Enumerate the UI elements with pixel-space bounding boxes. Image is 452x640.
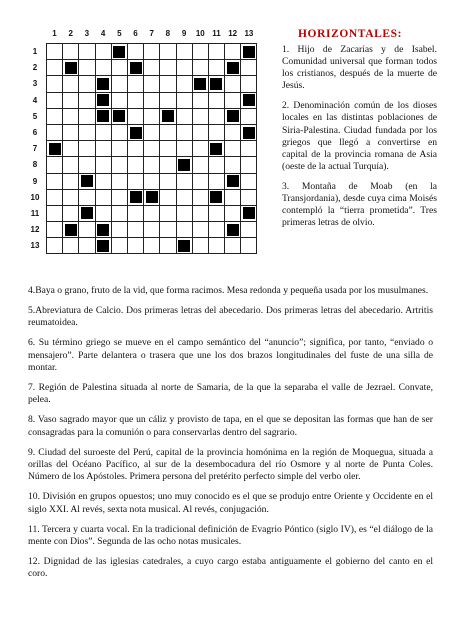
letter-cell[interactable] (160, 222, 176, 238)
letter-cell[interactable] (176, 141, 192, 157)
letter-cell[interactable] (144, 205, 160, 221)
column-number: 2 (68, 29, 73, 38)
letter-cell[interactable] (192, 238, 208, 254)
letter-cell[interactable] (127, 157, 143, 173)
row-number: 8 (32, 160, 38, 170)
clue-4: 4.Baya o grano, fruto de la vid, que forma racimos. Mesa redonda y pequeña usada por los musulmanes. (28, 285, 429, 296)
letter-cell[interactable] (192, 205, 208, 221)
black-cell (241, 205, 257, 221)
black-cell (225, 60, 241, 76)
column-number: 1 (52, 29, 57, 38)
black-cell (241, 124, 257, 140)
row-number: 7 (32, 144, 38, 154)
crossword-grid (46, 43, 257, 254)
column-number: 12 (228, 29, 238, 38)
grid-row (47, 108, 257, 124)
letter-cell[interactable] (144, 238, 160, 254)
letter-cell[interactable] (208, 124, 224, 140)
clue-11: 11. Tercera y cuarta vocal. En la tradicional definición de Evagrio Póntico (siglo IV), es “el diálogo de la mente con Dios”. Segunda de las ocho notas musicales. (28, 523, 433, 547)
black-cell (208, 76, 224, 92)
letter-cell[interactable] (144, 60, 160, 76)
black-cell (79, 173, 95, 189)
letter-cell[interactable] (47, 76, 63, 92)
letter-cell[interactable] (111, 189, 127, 205)
row-number: 5 (32, 111, 38, 121)
letter-cell[interactable] (63, 205, 79, 221)
letter-cell[interactable] (176, 124, 192, 140)
letter-cell[interactable] (63, 238, 79, 254)
letter-cell[interactable] (160, 189, 176, 205)
row-number: 10 (30, 192, 40, 202)
letter-cell[interactable] (79, 108, 95, 124)
black-cell (95, 238, 111, 254)
letter-cell[interactable] (192, 108, 208, 124)
letter-cell[interactable] (95, 44, 111, 60)
letter-cell[interactable] (160, 124, 176, 140)
black-cell (95, 92, 111, 108)
letter-cell[interactable] (225, 76, 241, 92)
letter-cell[interactable] (208, 60, 224, 76)
letter-cell[interactable] (79, 157, 95, 173)
letter-cell[interactable] (63, 44, 79, 60)
black-cell (225, 108, 241, 124)
black-cell (241, 44, 257, 60)
black-cell (144, 189, 160, 205)
letter-cell[interactable] (144, 92, 160, 108)
title-suffix: : (397, 28, 403, 40)
letter-cell[interactable] (95, 60, 111, 76)
letter-cell[interactable] (47, 108, 63, 124)
grid-row (47, 141, 257, 157)
letter-cell[interactable] (241, 141, 257, 157)
letter-cell[interactable] (241, 238, 257, 254)
letter-cell[interactable] (208, 173, 224, 189)
letter-cell[interactable] (192, 157, 208, 173)
letter-cell[interactable] (144, 222, 160, 238)
letter-cell[interactable] (225, 44, 241, 60)
grid-row (47, 189, 257, 205)
letter-cell[interactable] (63, 189, 79, 205)
letter-cell[interactable] (225, 238, 241, 254)
letter-cell[interactable] (63, 124, 79, 140)
letter-cell[interactable] (63, 173, 79, 189)
letter-cell[interactable] (47, 92, 63, 108)
letter-cell[interactable] (241, 60, 257, 76)
letter-cell[interactable] (144, 76, 160, 92)
letter-cell[interactable] (111, 222, 127, 238)
letter-cell[interactable] (111, 124, 127, 140)
letter-cell[interactable] (79, 189, 95, 205)
letter-cell[interactable] (79, 76, 95, 92)
letter-cell[interactable] (79, 141, 95, 157)
letter-cell[interactable] (95, 157, 111, 173)
title-text: HORIZONTALES (298, 28, 398, 40)
letter-cell[interactable] (79, 124, 95, 140)
grid-row (47, 222, 257, 238)
grid-row (47, 92, 257, 108)
column-number: 3 (84, 29, 90, 38)
row-number: 6 (32, 128, 38, 137)
letter-cell[interactable] (111, 238, 127, 254)
letter-cell[interactable] (241, 157, 257, 173)
black-cell (127, 124, 143, 140)
row-number: 4 (32, 95, 38, 105)
letter-cell[interactable] (79, 222, 95, 238)
letter-cell[interactable] (225, 189, 241, 205)
letter-cell[interactable] (208, 205, 224, 221)
letter-cell[interactable] (63, 92, 79, 108)
letter-cell[interactable] (225, 92, 241, 108)
letter-cell[interactable] (47, 205, 63, 221)
letter-cell[interactable] (192, 189, 208, 205)
letter-cell[interactable] (208, 108, 224, 124)
horizontales-title (298, 28, 402, 40)
letter-cell[interactable] (111, 157, 127, 173)
clue-2: 2. Denominación común de los dioses locales en las distintas poblaciones de Siria-Palestina. Ciudad fundada por los griegos que llegó a convertirse en capital de la provincia romana de Asia (oeste de la actual Turquía). (282, 100, 437, 172)
letter-cell[interactable] (63, 141, 79, 157)
letter-cell[interactable] (208, 44, 224, 60)
letter-cell[interactable] (111, 76, 127, 92)
row-number: 2 (32, 63, 38, 73)
letter-cell[interactable] (225, 124, 241, 140)
column-number: 4 (100, 29, 106, 38)
row-number: 9 (32, 176, 38, 186)
clue-1: 1. Hijo de Zacarías y de Isabel. Comunidad universal que forman todos los cristianos, después de la muerte de Jesús. (282, 44, 437, 92)
column-number: 10 (195, 29, 205, 38)
letter-cell[interactable] (208, 222, 224, 238)
letter-cell[interactable] (208, 92, 224, 108)
row-number: 11 (30, 209, 40, 218)
letter-cell[interactable] (192, 60, 208, 76)
black-cell (63, 60, 79, 76)
black-cell (95, 222, 111, 238)
column-number: 6 (133, 29, 138, 38)
column-number: 7 (149, 29, 154, 38)
letter-cell[interactable] (144, 141, 160, 157)
letter-cell[interactable] (47, 222, 63, 238)
clue-7: 7. Región de Palestina situada al norte de Samaria, de la que la separaba el valle de Jezrael. Convate, pelea. (28, 381, 433, 406)
letter-cell[interactable] (176, 76, 192, 92)
column-number: 5 (117, 29, 122, 38)
letter-cell[interactable] (176, 189, 192, 205)
letter-cell[interactable] (63, 157, 79, 173)
letter-cell[interactable] (144, 173, 160, 189)
letter-cell[interactable] (241, 108, 257, 124)
letter-cell[interactable] (160, 44, 176, 60)
letter-cell[interactable] (176, 108, 192, 124)
letter-cell[interactable] (176, 205, 192, 221)
letter-cell[interactable] (208, 157, 224, 173)
letter-cell[interactable] (144, 124, 160, 140)
letter-cell[interactable] (127, 76, 143, 92)
black-cell (176, 157, 192, 173)
black-cell (208, 189, 224, 205)
letter-cell[interactable] (192, 141, 208, 157)
black-cell (79, 205, 95, 221)
grid-row (47, 76, 257, 92)
letter-cell[interactable] (160, 238, 176, 254)
clue-8: 8. Vaso sagrado mayor que un cáliz y provisto de tapa, en el que se depositan las formas que han de ser consagradas para la comunión o para conservarlas dentro del sagrario. (28, 414, 433, 438)
black-cell (95, 108, 111, 124)
letter-cell[interactable] (47, 44, 63, 60)
row-number: 12 (30, 225, 40, 235)
letter-cell[interactable] (176, 222, 192, 238)
grid-row (47, 173, 257, 189)
clue-3: 3. Montaña de Moab (en la Transjordania), desde cuya cima Moisés contempló la “tierra prometida”. Tres primeras letras de olvio. (282, 180, 437, 229)
letter-cell[interactable] (95, 205, 111, 221)
letter-cell[interactable] (47, 189, 63, 205)
letter-cell[interactable] (111, 141, 127, 157)
letter-cell[interactable] (127, 108, 143, 124)
clue-9: 9. Ciudad del suroeste del Perú, capital de la provincia homónima en la región de Moquegua, situada a orillas del Océano Pacífico, al sur de la desembocadura del río Osmore y al norte de Punta Coles. Número de los Apóstoles. Primera persona del pretérito perfecto simple del verbo oler. (28, 446, 433, 483)
letter-cell[interactable] (95, 141, 111, 157)
black-cell (176, 238, 192, 254)
letter-cell[interactable] (208, 238, 224, 254)
letter-cell[interactable] (47, 173, 63, 189)
letter-cell[interactable] (160, 60, 176, 76)
bottom-clue-list (28, 285, 433, 588)
letter-cell[interactable] (160, 157, 176, 173)
letter-cell[interactable] (160, 76, 176, 92)
letter-cell[interactable] (160, 173, 176, 189)
letter-cell[interactable] (79, 238, 95, 254)
letter-cell[interactable] (241, 76, 257, 92)
letter-cell[interactable] (241, 173, 257, 189)
side-clue-list (282, 44, 437, 237)
letter-cell[interactable] (127, 205, 143, 221)
letter-cell[interactable] (47, 157, 63, 173)
letter-cell[interactable] (160, 141, 176, 157)
row-number: 13 (30, 241, 40, 251)
letter-cell[interactable] (225, 141, 241, 157)
black-cell (241, 92, 257, 108)
column-number: 11 (212, 29, 221, 38)
black-cell (63, 222, 79, 238)
column-number: 13 (244, 29, 254, 38)
letter-cell[interactable] (111, 173, 127, 189)
column-number: 8 (165, 29, 171, 38)
letter-cell[interactable] (127, 92, 143, 108)
letter-cell[interactable] (192, 44, 208, 60)
letter-cell[interactable] (111, 205, 127, 221)
letter-cell[interactable] (176, 92, 192, 108)
letter-cell[interactable] (241, 189, 257, 205)
grid-row (47, 44, 257, 60)
letter-cell[interactable] (225, 157, 241, 173)
letter-cell[interactable] (176, 60, 192, 76)
crossword-grid-area (28, 30, 278, 286)
letter-cell[interactable] (144, 157, 160, 173)
letter-cell[interactable] (79, 92, 95, 108)
letter-cell[interactable] (144, 108, 160, 124)
row-number: 1 (32, 47, 38, 56)
letter-cell[interactable] (127, 44, 143, 60)
black-cell (127, 60, 143, 76)
black-cell (111, 44, 127, 60)
letter-cell[interactable] (47, 60, 63, 76)
letter-cell[interactable] (241, 222, 257, 238)
letter-cell[interactable] (95, 189, 111, 205)
grid-row (47, 238, 257, 254)
clue-5: 5.Abreviatura de Calcio. Dos primeras letras del abecedario. Dos primeras letras del abecedario. Artritis reumatoidea. (28, 304, 433, 329)
black-cell (111, 108, 127, 124)
black-cell (225, 173, 241, 189)
grid-row (47, 124, 257, 140)
letter-cell[interactable] (63, 108, 79, 124)
black-cell (225, 222, 241, 238)
letter-cell[interactable] (127, 141, 143, 157)
letter-cell[interactable] (47, 124, 63, 140)
letter-cell[interactable] (127, 173, 143, 189)
black-cell (192, 76, 208, 92)
black-cell (47, 141, 63, 157)
letter-cell[interactable] (63, 76, 79, 92)
letter-cell[interactable] (192, 222, 208, 238)
letter-cell[interactable] (95, 173, 111, 189)
letter-cell[interactable] (47, 238, 63, 254)
letter-cell[interactable] (111, 60, 127, 76)
grid-row (47, 157, 257, 173)
clue-10: 10. División en grupos opuestos; uno muy conocido es el que se produjo entre Oriente y Occidente en el siglo XXI. Al revés, sexta nota musical. Al revés, conjugación. (28, 491, 433, 515)
letter-cell[interactable] (79, 60, 95, 76)
letter-cell[interactable] (192, 173, 208, 189)
letter-cell[interactable] (192, 124, 208, 140)
grid-row (47, 205, 257, 221)
black-cell (127, 189, 143, 205)
letter-cell[interactable] (127, 238, 143, 254)
letter-cell[interactable] (192, 92, 208, 108)
letter-cell[interactable] (176, 173, 192, 189)
letter-cell[interactable] (225, 205, 241, 221)
letter-cell[interactable] (79, 44, 95, 60)
black-cell (95, 76, 111, 92)
letter-cell[interactable] (160, 92, 176, 108)
column-number: 9 (181, 29, 187, 38)
row-number: 3 (32, 79, 38, 89)
letter-cell[interactable] (95, 124, 111, 140)
letter-cell[interactable] (127, 222, 143, 238)
black-cell (160, 108, 176, 124)
letter-cell[interactable] (176, 44, 192, 60)
grid-row (47, 60, 257, 76)
letter-cell[interactable] (111, 92, 127, 108)
letter-cell[interactable] (144, 44, 160, 60)
clue-12: 12. Dignidad de las iglesias catedrales, a cuyo cargo estaba antiguamente el gobierno del canto en el coro. (28, 555, 433, 580)
clue-6: 6. Su término griego se mueve en el campo semántico del “anuncio”; significa, por tanto, “enviado o mensajero”. Parte delantera o trasera que une los dos brazos longitudinales del fuste de una silla de montar. (28, 337, 433, 374)
letter-cell[interactable] (160, 205, 176, 221)
black-cell (208, 141, 224, 157)
